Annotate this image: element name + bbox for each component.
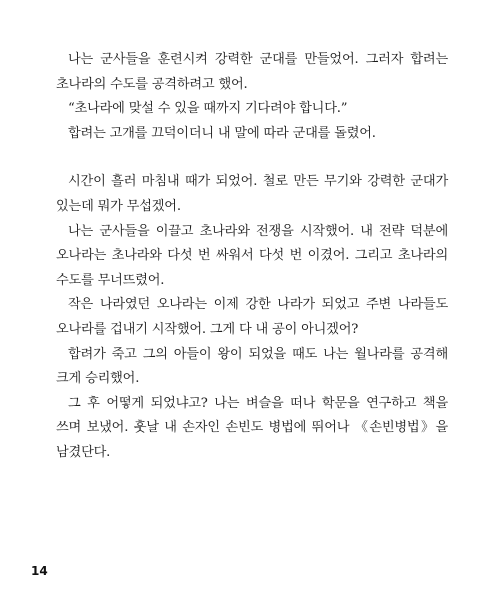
- paragraph: 나는 군사들을 이끌고 초나라와 전쟁을 시작했어. 내 전략 덕분에 오나라는 초나라와 다섯 번 싸워서 다섯 번 이겼어. 그리고 초나라의 수도를 무너뜨렸어.: [56, 223, 448, 288]
- body-text: [56, 48, 448, 466]
- paragraph: 작은 나라였던 오나라는 이제 강한 나라가 되었고 주변 나라들도 오나라를 겁내기 시작했어. 그게 다 내 공이 아니겠어?: [56, 297, 448, 337]
- paragraph-quote: “초나라에 맞설 수 있을 때까지 기다려야 합니다.”: [68, 101, 348, 117]
- page-number: 14: [31, 564, 48, 578]
- section-gap: [56, 146, 448, 170]
- paragraph: 합려는 고개를 끄덕이더니 내 말에 따라 군대를 돌렸어.: [68, 125, 376, 141]
- paragraph: 그 후 어떻게 되었냐고? 나는 벼슬을 떠나 학문을 연구하고 책을 쓰며 보냈어. 훗날 내 손자인 손빈도 병법에 뛰어나 《손빈병법》을 남겼단다.: [56, 395, 448, 460]
- paragraph: 합려가 죽고 그의 아들이 왕이 되었을 때도 나는 월나라를 공격해 크게 승리했어.: [56, 346, 448, 387]
- paragraph: 시간이 흘러 마침내 때가 되었어. 철로 만든 무기와 강력한 군대가 있는데 뭐가 무섭겠어.: [56, 174, 448, 214]
- paragraph: 나는 군사들을 훈련시켜 강력한 군대를 만들었어. 그러자 합려는 초나라의 수도를 공격하려고 했어.: [56, 52, 448, 92]
